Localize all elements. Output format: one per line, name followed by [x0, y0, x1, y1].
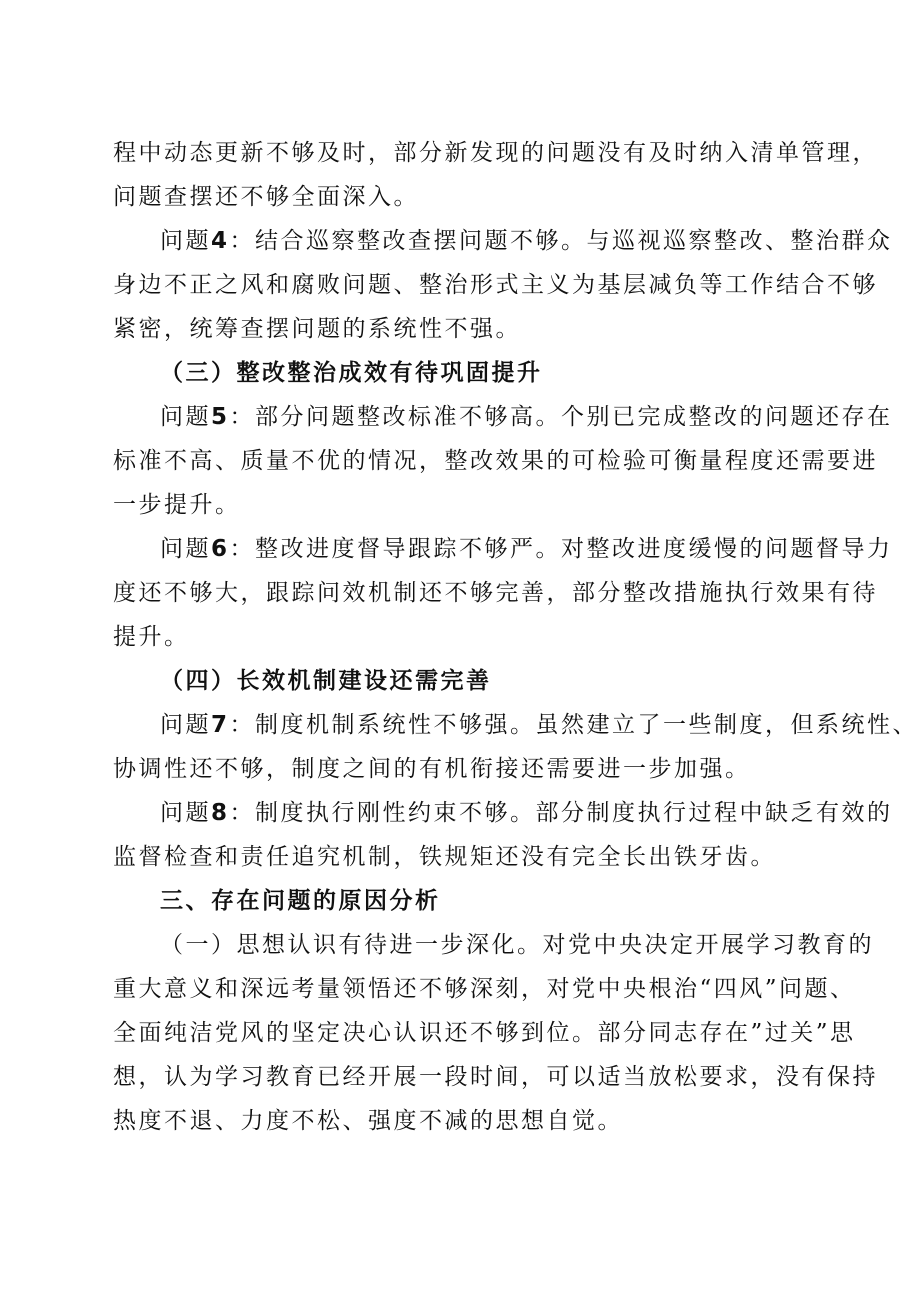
- problem-6-line-2: 度还不够大，跟踪问效机制还不够完善，部分整改措施执行效果有待: [113, 580, 878, 606]
- section-heading-2-3: 三、存在问题的原因分析: [160, 887, 441, 914]
- problem-6-line-1: 问题6：整改进度督导跟踪不够严。对整改进度缓慢的问题督导力: [160, 536, 893, 562]
- problem-8-line-2: 监督检查和责任追究机制，铁规矩还没有完全长出铁牙齿。: [113, 844, 776, 870]
- problem-4-line-1: 问题4：结合巡察整改查摆问题不够。与巡视巡察整改、整治群众: [160, 228, 893, 254]
- problem-5-line-2: 标准不高、质量不优的情况，整改效果的可检验可衡量程度还需要进: [113, 448, 878, 474]
- paragraph-continuation-line-2: 问题查摆还不够全面深入。: [113, 184, 419, 210]
- cause-1-line-4: 想，认为学习教育已经开展一段时间，可以适当放松要求，没有保持: [113, 1064, 878, 1090]
- problem-5-line-3: 一步提升。: [113, 492, 241, 518]
- section-heading-3-3: （三）整改整治成效有待巩固提升: [160, 359, 543, 386]
- cause-1-line-3: 全面纯洁党风的坚定决心认识还不够到位。部分同志存在”过关”思: [113, 1020, 856, 1046]
- cause-1-line-5: 热度不退、力度不松、强度不减的思想自觉。: [113, 1108, 623, 1134]
- problem-4-line-2: 身边不正之风和腐败问题、整治形式主义为基层减负等工作结合不够: [113, 272, 878, 298]
- cause-1-line-1: （一）思想认识有待进一步深化。对党中央决定开展学习教育的: [160, 932, 874, 958]
- problem-5-line-1: 问题5：部分问题整改标准不够高。个别已完成整改的问题还存在: [160, 404, 893, 430]
- problem-5-label: 问题5: [160, 404, 230, 430]
- paragraph-continuation-line-1: 程中动态更新不够及时，部分新发现的问题没有及时纳入清单管理，: [113, 140, 878, 166]
- problem-7-label: 问题7: [160, 712, 230, 738]
- problem-6-line-3: 提升。: [113, 624, 190, 650]
- problem-7-line-2: 协调性还不够，制度之间的有机衔接还需要进一步加强。: [113, 756, 751, 782]
- problem-7-line-1: 问题7：制度机制系统性不够强。虽然建立了一些制度，但系统性、: [160, 712, 919, 738]
- cause-1-line-2: 重大意义和深远考量领悟还不够深刻，对党中央根治“四风”问题、: [113, 976, 856, 1002]
- problem-6-label: 问题6: [160, 536, 230, 562]
- problem-8-label: 问题8: [160, 800, 230, 826]
- problem-8-line-1: 问题8：制度执行刚性约束不够。部分制度执行过程中缺乏有效的: [160, 800, 893, 826]
- problem-4-line-3: 紧密，统筹查摆问题的系统性不强。: [113, 316, 521, 342]
- section-heading-3-4: （四）长效机制建设还需完善: [160, 667, 492, 694]
- problem-4-label: 问题4: [160, 228, 230, 254]
